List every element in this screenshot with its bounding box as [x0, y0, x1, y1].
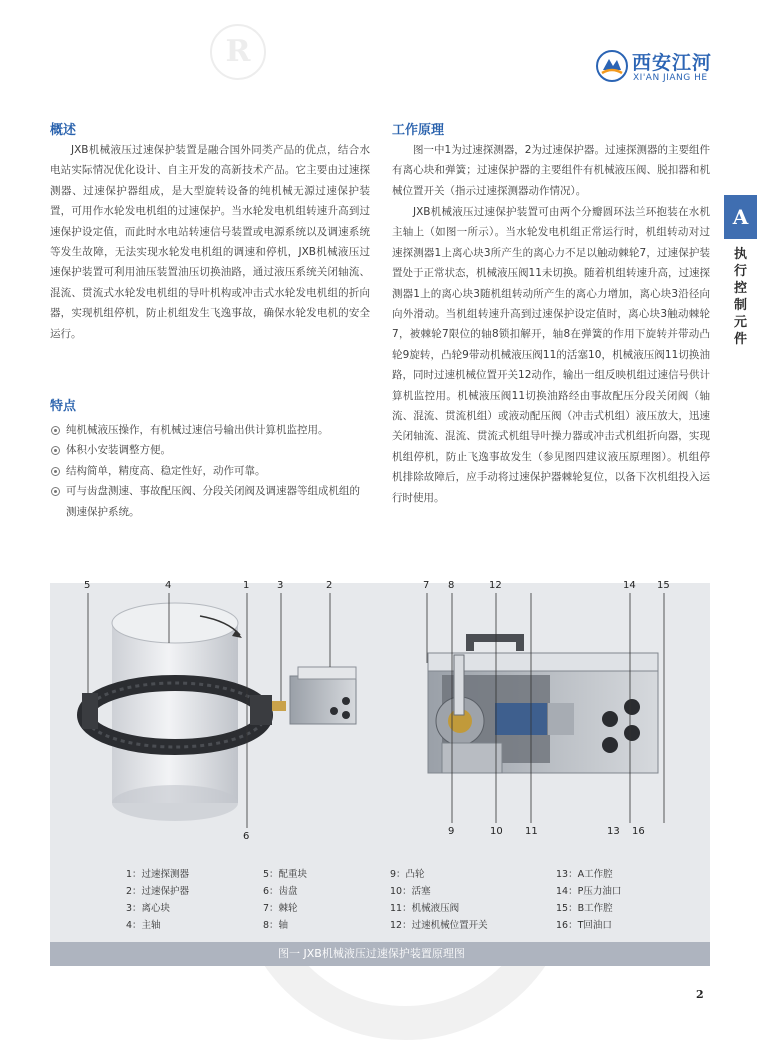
legend-item: 4：主轴	[126, 920, 161, 931]
legend-item: 1：过速探测器	[126, 869, 190, 880]
logo-name-cn: 西安江河	[632, 52, 713, 74]
callout-label: 15	[657, 580, 670, 591]
legend-item: 16：T回油口	[556, 920, 612, 931]
legend-item: 11：机械液压阀	[390, 903, 460, 914]
figure-caption-text: 图一 JXB机械液压过速保护装置原理图	[278, 947, 465, 960]
bullet-icon	[51, 467, 60, 476]
callout-label: 14	[623, 580, 636, 591]
section-tab-letter: A	[724, 195, 757, 239]
logo-name-en: XI'AN JIANG HE	[633, 73, 708, 83]
list-item	[50, 481, 370, 522]
callout-label: 11	[525, 826, 538, 837]
legend-item: 8：轴	[263, 920, 289, 931]
list-item	[50, 420, 370, 440]
feature-text: 纯机械液压操作，有机械过速信号输出供计算机监控用。	[66, 424, 329, 436]
list-item	[50, 440, 370, 460]
bullet-icon	[51, 487, 60, 496]
feature-text: 体积小安装调整方便。	[66, 444, 171, 457]
callout-label: 3	[277, 580, 284, 591]
overview-heading: 概述	[50, 123, 77, 138]
legend-item: 12：过速机械位置开关	[390, 920, 488, 931]
legend-item: 10：活塞	[390, 886, 431, 897]
legend-item: 3：离心块	[126, 903, 171, 914]
features-heading: 特点	[50, 399, 77, 414]
figure-panel	[50, 580, 710, 966]
bullet-icon	[51, 446, 60, 455]
callout-label: 1	[243, 580, 250, 591]
callout-label: 2	[326, 580, 333, 591]
callout-label: 8	[448, 580, 455, 591]
callout-label: 12	[489, 580, 502, 591]
page-number: 2	[696, 988, 704, 1001]
legend-item: 14：P压力油口	[556, 886, 622, 897]
legend-item: 9：凸轮	[390, 869, 425, 880]
legend-item: 7：棘轮	[263, 903, 298, 914]
callout-label: 4	[165, 580, 172, 591]
legend-item: 5：配重块	[263, 869, 308, 880]
registered-mark-watermark: R	[210, 24, 266, 80]
logo-icon	[596, 50, 628, 82]
company-logo	[596, 46, 716, 86]
principle-heading: 工作原理	[392, 123, 445, 138]
principle-text-2: JXB机械液压过速保护装置可由两个分瓣圆环法兰环抱装在水机主轴上（如图一所示）。当水轮发电机组正常运行时，机组转动对过速探测器1上离心块3所产生的离心力不足以触动棘轮7，过速保护装置处于正常状态，机械液压阀11未切换。随着机组转速升高，过速探测器1上的离心块3随机组转动所产生的离心力增加，离心块3沿径向向外滑动。当机组转速升高到过速保护设定值时，离心块3触动棘轮7，被棘轮7限位的轴8锁扣解开，轴8在弹簧的作用下旋转并带动凸轮9旋转，凸轮9带动机械液压阀11的活塞10，机械液压阀11切换油路，同时过速机械位置开关12动作，输出一组反映机组过速信号供计算机监控用。机械液压阀11切换油路经由事故配压分段关闭阀（轴流、混流、贯流机组）或液动配压阀（冲击式机组）液压放大，迅速关闭轴流、混流、贯流式机组导叶操力器或冲击式机组折向器，实现机组停机，防止飞逸事故发生（参见图四建议液压原理图）。机组停机排除故障后，应手动将过速保护器棘轮复位，以备下次机组投入运行时使用。	[392, 206, 710, 504]
feature-text: 结构简单，精度高、稳定性好，动作可靠。	[66, 464, 266, 477]
figure-caption	[50, 942, 710, 966]
principle-text-1: 图一中1为过速探测器，2为过速保护器。过速探测器的主要组件有离心块和弹簧；过速保护器的主要组件有机械液压阀、脱扣器和机械位置开关（指示过速探测器动作情况）。	[392, 144, 710, 197]
callout-label: 7	[423, 580, 430, 591]
callout-label: 5	[84, 580, 91, 591]
section-tab-label-text: 执行控制元件	[733, 247, 747, 347]
list-item	[50, 461, 370, 481]
callout-label: 9	[448, 826, 455, 837]
callout-label: 6	[243, 831, 250, 842]
legend-item: 6：齿盘	[263, 886, 298, 897]
callout-label: 13	[607, 826, 620, 837]
legend-item: 15：B工作腔	[556, 903, 613, 914]
callout-label: 10	[490, 826, 503, 837]
callout-label: 16	[632, 826, 645, 837]
overview-text: JXB机械液压过速保护装置是融合国外同类产品的优点，结合水电站实际情况优化设计、自主开发的高新技术产品。它主要由过速探测器、过速保护器组成，是大型旋转设备的纯机械无源过速保护装置，可用作水轮发电机组的过速保护。当水轮发电机组转速升高到过速保护设定值，而此时水电站转速信号装置或电源系统以及调速系统等发生故障，无法实现水轮发电机组的调速和停机，JXB机械液压过速保护装置可利用油压装置油压切换油路，通过液压系统关闭轴流、混流、贯流式水轮发电机组的导叶机构或冲击式水轮发电机组的折向器，实现机组停机，防止机组发生飞逸事故，确保水轮发电机的安全运行。	[50, 144, 370, 340]
legend-item: 2：过速保护器	[126, 886, 190, 897]
features-list	[50, 420, 370, 522]
feature-text: 可与齿盘测速、事故配压阀、分段关闭阀及调速器等组成机组的测速保护系统。	[66, 485, 360, 518]
section-tab-label	[724, 246, 757, 348]
bullet-icon	[51, 426, 60, 435]
legend-item: 13：A工作腔	[556, 869, 613, 880]
